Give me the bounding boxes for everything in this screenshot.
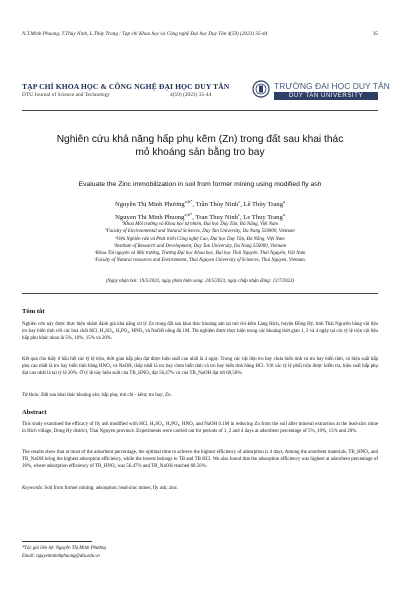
- author-affiliation-mark: a: [282, 212, 285, 218]
- author-name: Nguyễn Thị Minh Phương: [114, 201, 185, 209]
- author-affiliation-mark: a,b*: [184, 199, 193, 204]
- corresponding-email: Email: nguyentminhphuong@dtu.edu.vn: [22, 554, 100, 559]
- tom-tat-heading: Tóm tắt: [22, 308, 45, 315]
- author-name: , Le Thuy Trang: [240, 214, 283, 222]
- authors-vi: [30, 197, 370, 210]
- author-name: Nguyen Thi Minh Phuong: [115, 214, 185, 222]
- tu-khoa-label: Từ khóa:: [22, 393, 40, 398]
- keywords-label: Keywords:: [22, 486, 44, 491]
- keywords: [22, 486, 378, 491]
- tom-tat-paragraph-2: Kết quả cho thấy ở hầu hết các tỷ lệ trộn, thời gian hấp phụ đạt được hiệu suất cao nhất là 4 ngày. Trong các vật liệu tro bay chưa biến tính và tro bay biến tính, có hiệu suất hấp phụ cao nhất là tro bay biến tính bằng HNO₃ và NaOH, thấp nhất là tro bay chưa biến tính và tro bay biến tính bằng HCl. Với các tỷ lệ phối trộn được kiểm tra, hiệu suất hấp phụ đạt cao nhất là tại tỷ lệ 20%. Ở tỷ lệ này hiệu suất của TB_HNO₃ đạt 56,47% và của TB_NaOH đạt tới 68,56%.: [22, 357, 378, 376]
- university-name-en: DUY TAN UNIVERSITY: [274, 92, 378, 100]
- page-number: 35: [372, 31, 378, 37]
- tom-tat-paragraph-1: Nghiên cứu này được thực hiện nhằm đánh giá khả năng xử lý Zn trong đất sau khai thác khoáng sản tại mỏ chì-kẽm Làng Hích, huyện Đồng Hỷ, tỉnh Thái Nguyên bằng vật liệu tro bay biến tính với các hoá chất HCl, H₂SO₄, H₃PO₄, HNO₃ và NaOH nồng độ 1M. Thí nghiệm được thực hiện trong các khoảng thời gian 1, 2 và 4 ngày tại các tỷ lệ trộn vật liệu hấp phụ khác nhau là 5%, 10%, 15% và 20%.: [22, 322, 378, 341]
- journal-issue: 4(59) (2023) 35-44: [170, 92, 212, 98]
- tu-khoa: [22, 393, 378, 398]
- university-logo: [252, 79, 390, 101]
- journal-name: TẠP CHÍ KHOA HỌC & CÔNG NGHỆ ĐẠI HỌC DUY TÂN: [22, 82, 230, 91]
- abstract-paragraph-2: The results show that at most of the adsorbent percentage, the optimal time to achieve the highest efficiency of adsorption is 4 days. Among the arsorbent materials, TB_HNO₃ and TB_NaOH bring the highest adsorption efficiency, while the lowest belongs to TB and TB HCl. We also found that the adsorption efficiency was highest at adsorbent percentage of 20%, where adsorption efficiency of TB_HNO₃ was 56.47% and TB_NaOH reached 68.56%.: [22, 450, 378, 469]
- affiliation: ᵇViện Nghiên cứu và Phát triển Công nghệ Cao, Đại học Duy Tân, Đà Nẵng, Việt Nam: [115, 236, 285, 242]
- author-name: , Trần Thùy Ninh: [192, 201, 239, 209]
- abstract-paragraph-1: This study examined the efficacy of fly ash modified with HCl, H₂SO₄, H₃PO₄, HNO₃ and NaOH 0.1M in reducing Zn from the soil after mineral extraction at the lead-zinc mine in Hich village, Dong Hy district, Thai Nguyen province. Experiments were carried out for periods of 1, 2 and 4 days at adsorbent percentage of 5%, 10%, 15% and 20%.: [22, 422, 378, 434]
- author-list: [30, 197, 370, 223]
- section-divider: [22, 293, 378, 294]
- paper-title-vi: [40, 133, 360, 159]
- abstract-heading: Abstract: [22, 409, 47, 416]
- affiliation: ᵇInstitute of Research and Development, Duy Tan University, Da Nang 550000, Vietnam: [113, 243, 286, 249]
- paper-title-vi-line2: mỏ khoáng sản bằng tro bay: [135, 147, 265, 158]
- header-divider: [22, 110, 378, 111]
- author-name: , Lê Thùy Trang: [240, 201, 283, 209]
- author-affiliation-mark: a: [283, 199, 286, 204]
- affiliation-list: [30, 221, 370, 265]
- tu-khoa-text: Đất sau khai thác khoáng sản; hấp phụ; mỏ chì - kẽm; tro bay; Zn.: [41, 393, 172, 398]
- running-head-text: N.T.Minh Phuong, T.Thùy Ninh, L.Thùy Trang / Tạp chí Khoa học và Công nghệ Đại học Duy Tân 4(59) (2023) 35-44: [22, 31, 268, 37]
- corresponding-author: *Tác giả liên hệ: Nguyễn Thị Minh Phương: [22, 546, 106, 551]
- author-affiliation-mark: c: [237, 212, 241, 218]
- paper-title-en: Evaluate the Zinc immobilization in soil from former mining using modified fly ash: [78, 181, 322, 188]
- university-name-vi: TRƯỜNG ĐẠI HỌC DUY TÂN: [274, 81, 390, 91]
- university-seal-icon: [252, 80, 270, 98]
- journal-masthead: [22, 76, 390, 108]
- author-name: , Tran Thuy Ninh: [192, 214, 238, 222]
- submission-dates: (Ngày nhận bài: 19/5/2023, ngày phản biện xong: 24/5/2023, ngày chấp nhận đăng: 12/7/2023): [105, 279, 295, 284]
- footnote-divider: [22, 541, 92, 542]
- journal-name-en: DTU Journal of Science and Technology: [22, 92, 110, 98]
- affiliation: ᶜFaculty of Natural resources and Environment, Thai Nguyen University of Sciences, Thai Nguyen, Vietnam.: [94, 258, 306, 264]
- running-head: [22, 31, 378, 37]
- author-affiliation-mark: a,b*: [184, 212, 193, 218]
- author-affiliation-mark: c: [238, 199, 241, 204]
- paper-title-vi-line1: Nghiên cứu khả năng hấp phụ kẽm (Zn) trong đất sau khai thác: [56, 134, 344, 145]
- keywords-text: Soil from former mining; adsorption; lead-zinc mines; fly ash; zinc.: [44, 486, 179, 491]
- affiliation: ᶜKhoa Tài nguyên và Môi trường, Trường Đại học Khoa học, Đại học Thái Nguyên, Thái Nguyên, Việt Nam: [94, 251, 306, 257]
- affiliation: ªKhoa Môi trường và Khoa học tự nhiên, Đại học Duy Tân, Đà Nẵng, Việt Nam: [122, 222, 278, 227]
- affiliation: ªFaculty of Environmental and Natural Sciences, Duy Tan University, Da Nang 550000, Vietnam: [105, 229, 295, 235]
